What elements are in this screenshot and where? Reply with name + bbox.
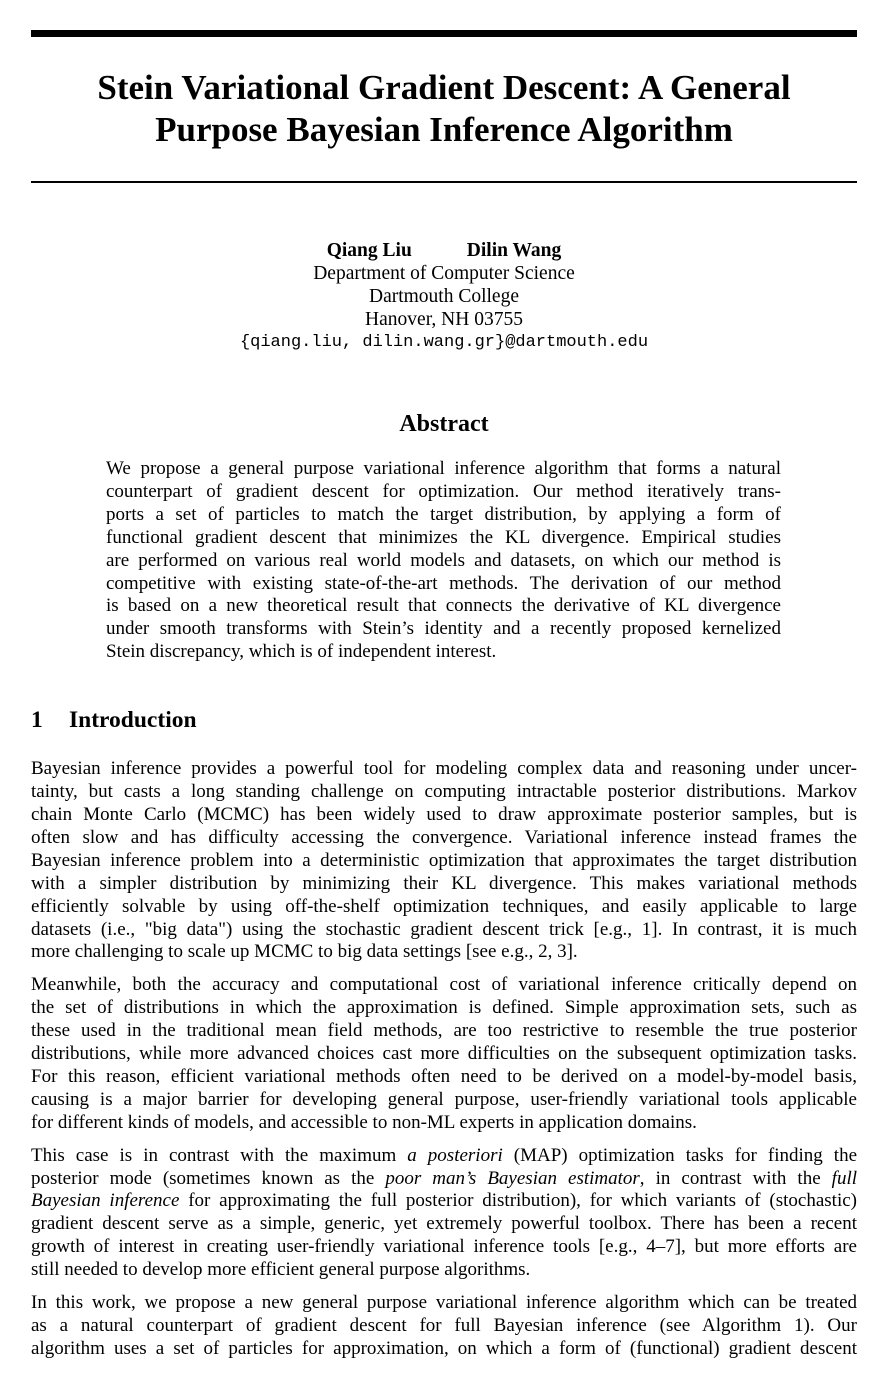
intro-paragraph-2 — [31, 974, 857, 1134]
text-run: , in contrast with the — [639, 1167, 832, 1189]
title-rule — [31, 181, 857, 183]
text-run: posterior mode (sometimes known as the — [31, 1167, 386, 1189]
abstract-body — [106, 458, 781, 664]
paragraph-line: more challenging to scale up MCMC to big data settings [see e.g., 2, 3]. — [31, 941, 578, 963]
top-rule — [31, 30, 857, 37]
paragraph-line — [31, 1145, 857, 1168]
intro-paragraph-1 — [31, 758, 857, 964]
paragraph-line: In this work, we propose a new general purpose variational inference algorithm which can be treated — [31, 1292, 857, 1314]
paragraph-line: Bayesian inference problem into a deterministic optimization that approximates the target distribution — [31, 849, 857, 871]
author-names — [31, 239, 857, 262]
paper-page — [31, 30, 857, 1361]
italic-text: full — [831, 1167, 858, 1189]
text-run: for approximating the full posterior distribution), for which variants of (stochastic) — [179, 1190, 858, 1212]
title-line-2: Purpose Bayesian Inference Algorithm — [155, 110, 733, 149]
paragraph-line: growth of interest in creating user-friendly variational inference tools [e.g., 4–7], but more efforts are — [31, 1236, 857, 1258]
abstract-line: functional gradient descent that minimizes the KL divergence. Empirical studies — [106, 526, 781, 548]
abstract-line: is based on a new theoretical result that connects the derivative of KL divergence — [106, 595, 781, 617]
paragraph-line: the set of distributions in which the approximation is defined. Simple approximation sets, such as — [31, 997, 857, 1019]
author-1: Qiang Liu — [326, 240, 412, 261]
abstract-line: Stein discrepancy, which is of independent interest. — [106, 641, 497, 663]
paragraph-line: For this reason, efficient variational methods often need to be derived on a model-by-model basis, — [31, 1065, 857, 1087]
abstract-line: are performed on various real world models and datasets, on which our method is — [106, 549, 781, 571]
paragraph-line: for different kinds of models, and accessible to non-ML experts in application domains. — [31, 1111, 697, 1133]
address: Hanover, NH 03755 — [365, 309, 523, 330]
title-line-1: Stein Variational Gradient Descent: A General — [97, 68, 791, 107]
paragraph-line — [31, 1168, 857, 1191]
paragraph-line: chain Monte Carlo (MCMC) has been widely used to draw approximate posterior samples, but is — [31, 803, 857, 825]
abstract-heading: Abstract — [399, 411, 489, 437]
italic-text: poor man’s Bayesian estimator — [385, 1167, 640, 1189]
abstract-line: counterpart of gradient descent for optimization. Our method iteratively trans- — [106, 480, 781, 502]
paragraph-line: causing is a major barrier for developing general purpose, user-friendly variational tools applicable — [31, 1088, 857, 1110]
intro-paragraph-4 — [31, 1292, 857, 1361]
paragraph-line: datasets (i.e., "big data") using the stochastic gradient descent trick [e.g., 1]. In contrast, it is much — [31, 918, 857, 940]
paragraph-line: as a natural counterpart of gradient descent for full Bayesian inference (see Algorithm 1). Our — [31, 1315, 857, 1336]
italic-text: Bayesian inference — [31, 1190, 180, 1212]
section-heading-introduction — [31, 706, 857, 734]
paragraph-line: Meanwhile, both the accuracy and computational cost of variational inference critically depend on — [31, 974, 857, 996]
abstract-line: under smooth transforms with Stein’s identity and a recently proposed kernelized — [106, 618, 781, 640]
section-title: Introduction — [69, 707, 197, 734]
intro-paragraph-3 — [31, 1145, 857, 1282]
paragraph-line: gradient descent serve as a simple, generic, yet extremely powerful toolbox. There has been a recent — [31, 1213, 857, 1235]
abstract-line: ports a set of particles to match the target distribution, by applying a form of — [106, 503, 781, 525]
paragraph-line: algorithm uses a set of particles for approximation, on which a form of (functional) gradient descent — [31, 1337, 857, 1359]
author-2: Dilin Wang — [466, 240, 562, 261]
institution: Dartmouth College — [368, 286, 519, 307]
abstract-line: We propose a general purpose variational inference algorithm that forms a natural — [106, 458, 781, 479]
text-run: This case is in contrast with the maximum — [31, 1144, 408, 1166]
abstract-line: competitive with existing state-of-the-art methods. The derivation of our method — [106, 572, 781, 594]
paragraph-line: efficiently solvable by using off-the-shelf optimization techniques, and easily applicable to large — [31, 895, 857, 917]
paragraph-line: these used in the traditional mean field methods, are too restrictive to resemble the true posterior — [31, 1020, 857, 1042]
italic-text: a posteriori — [407, 1144, 503, 1166]
paper-title — [31, 67, 857, 151]
author-email: {qiang.liu, dilin.wang.gr}@dartmouth.edu — [239, 333, 649, 352]
paragraph-line: distributions, while more advanced choices cast more difficulties on the subsequent optimization tasks. — [31, 1043, 857, 1065]
paragraph-line — [31, 1190, 857, 1213]
paragraph-line: tainty, but casts a long standing challenge on computing intractable posterior distributions. Markov — [31, 781, 857, 803]
paragraph-line: Bayesian inference provides a powerful tool for modeling complex data and reasoning under uncer- — [31, 758, 857, 780]
paragraph-line: often slow and has difficulty accessing the convergence. Variational inference instead frames the — [31, 826, 857, 848]
paragraph-line: still needed to develop more efficient general purpose algorithms. — [31, 1259, 531, 1281]
text-run: (MAP) optimization tasks for finding the — [502, 1144, 858, 1166]
author-block — [31, 239, 857, 354]
paragraph-line: with a simpler distribution by minimizing their KL divergence. This makes variational methods — [31, 872, 857, 894]
section-number: 1 — [31, 707, 43, 734]
department: Department of Computer Science — [313, 263, 575, 284]
